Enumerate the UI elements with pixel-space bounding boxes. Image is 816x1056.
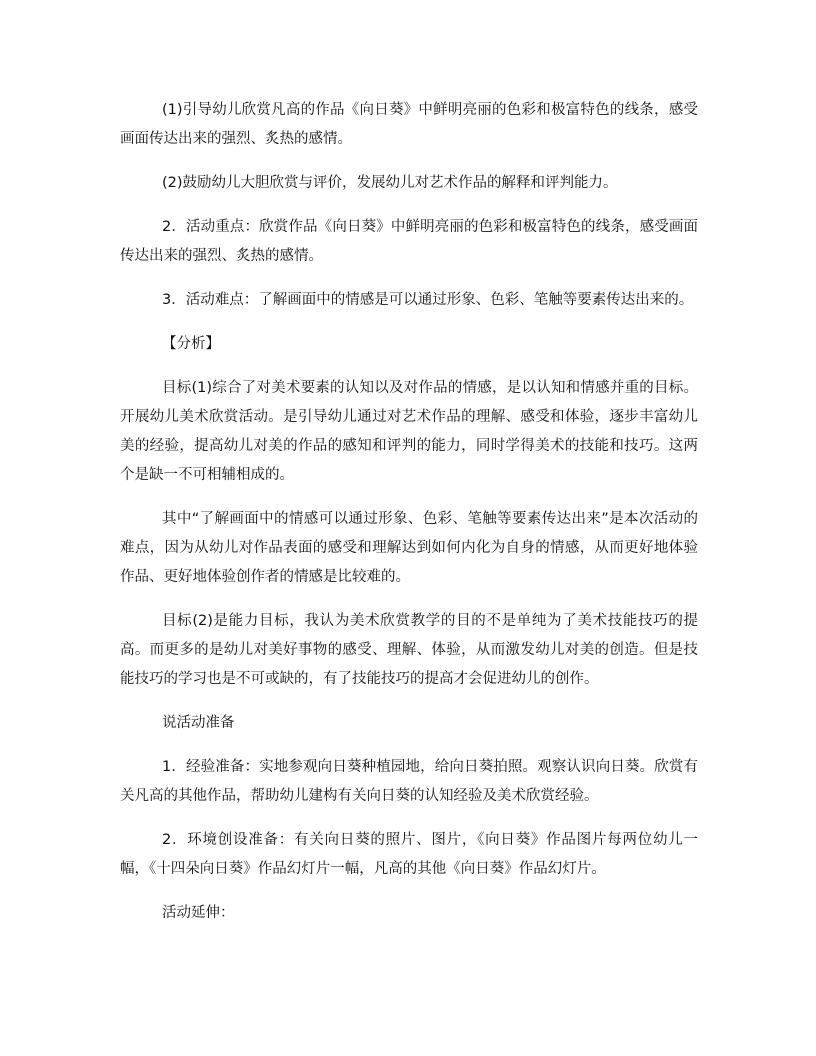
analysis-difficulty-paragraph: 其中“了解画面中的情感可以通过形象、色彩、笔触等要素传达出来”是本次活动的难点，因为从幼儿对作品表面的感受和理解达到如何内化为自身的情感，从而更好地体验作品、更好地体验创作者的情感是比较难的。 xyxy=(120,511,698,585)
environment-preparation-paragraph: 2．环境创设准备：有关向日葵的照片、图片，《向日葵》作品图片每两位幼儿一幅，《十四朵向日葵》作品幻灯片一幅，凡高的其他《向日葵》作品幻灯片。 xyxy=(120,832,698,877)
experience-preparation-paragraph: 1．经验准备：实地参观向日葵种植园地，给向日葵拍照。观察认识向日葵。欣赏有关凡高的其他作品，帮助幼儿建构有关向日葵的认知经验及美术欣赏经验。 xyxy=(120,759,698,804)
analysis-heading: 【分析】 xyxy=(162,336,220,352)
activity-extension-heading: 活动延伸： xyxy=(162,905,235,921)
goal-1-paragraph: (1)引导幼儿欣赏凡高的作品《向日葵》中鲜明亮丽的色彩和极富特色的线条，感受画面传达出来的强烈、炙热的感情。 xyxy=(120,102,698,147)
document-body xyxy=(120,96,698,943)
preparation-heading: 说活动准备 xyxy=(162,715,235,731)
goal-2-paragraph: (2)鼓励幼儿大胆欣赏与评价，发展幼儿对艺术作品的解释和评判能力。 xyxy=(162,175,618,191)
analysis-goal-2-paragraph: 目标(2)是能力目标，我认为美术欣赏教学的目的不是单纯为了美术技能技巧的提高。而更多的是幼儿对美好事物的感受、理解、体验，从而激发幼儿对美的创造。但是技能技巧的学习也是不可或缺的，有了技能技巧的提高才会促进幼儿的创作。 xyxy=(120,613,698,687)
analysis-goal-1-paragraph: 目标(1)综合了对美术要素的认知以及对作品的情感，是以认知和情感并重的目标。开展幼儿美术欣赏活动。是引导幼儿通过对艺术作品的理解、感受和体验，逐步丰富幼儿美的经验，提高幼儿对美的作品的感知和评判的能力，同时学得美术的技能和技巧。这两个是缺一不可相辅相成的。 xyxy=(120,380,698,483)
activity-difficulty-paragraph: 3．活动难点：了解画面中的情感是可以通过形象、色彩、笔触等要素传达出来的。 xyxy=(162,292,694,308)
activity-focus-paragraph: 2．活动重点：欣赏作品《向日葵》中鲜明亮丽的色彩和极富特色的线条，感受画面传达出来的强烈、炙热的感情。 xyxy=(120,219,698,264)
